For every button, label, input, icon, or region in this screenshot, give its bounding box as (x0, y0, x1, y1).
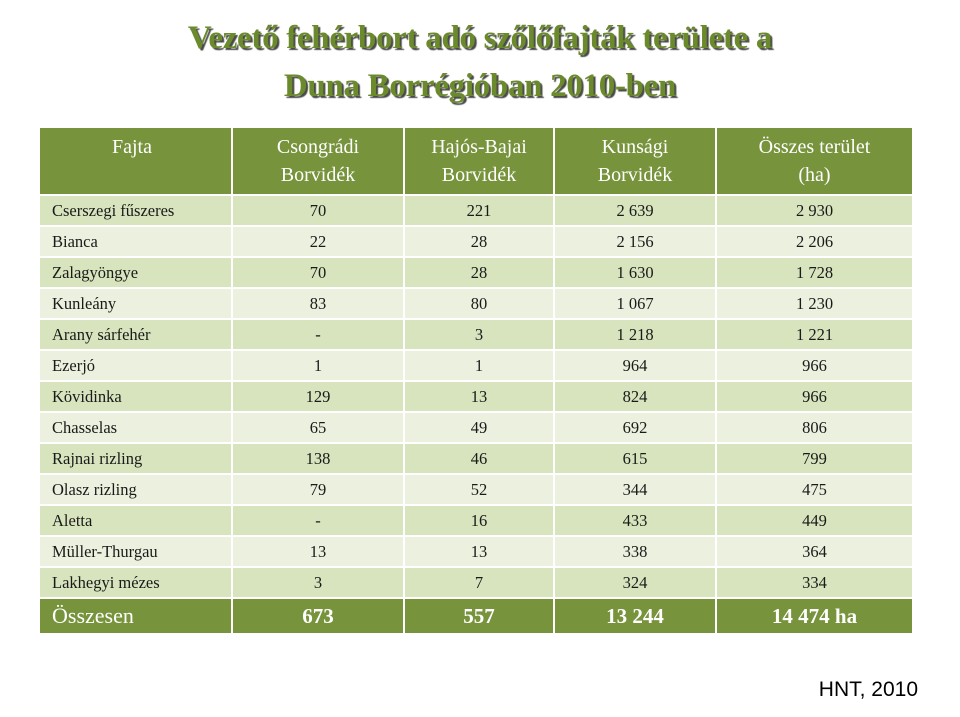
slide-title (0, 14, 960, 110)
total-csongradi: 673 (232, 598, 404, 634)
header-hajos-line1: Hajós-Bajai (431, 136, 527, 158)
osszes-value: 2 930 (716, 195, 913, 226)
variety-name: Arany sárfehér (39, 319, 232, 350)
hajos-bajai-value: 13 (404, 381, 554, 412)
table-body (39, 195, 913, 598)
header-hajos-bajai (404, 127, 554, 195)
header-kunsagi-line1: Kunsági (601, 136, 669, 158)
osszes-value: 1 221 (716, 319, 913, 350)
variety-name: Müller-Thurgau (39, 536, 232, 567)
table-row (39, 474, 913, 505)
csongradi-value: 70 (232, 257, 404, 288)
table-header-row (39, 127, 913, 195)
header-osszes-terulet (716, 127, 913, 195)
total-hajos-bajai: 557 (404, 598, 554, 634)
header-kunsagi (554, 127, 716, 195)
osszes-value: 799 (716, 443, 913, 474)
hajos-bajai-value: 221 (404, 195, 554, 226)
csongradi-value: 83 (232, 288, 404, 319)
kunsagi-value: 2 639 (554, 195, 716, 226)
hajos-bajai-value: 28 (404, 257, 554, 288)
kunsagi-value: 824 (554, 381, 716, 412)
osszes-value: 1 230 (716, 288, 913, 319)
osszes-value: 449 (716, 505, 913, 536)
kunsagi-value: 1 630 (554, 257, 716, 288)
hajos-bajai-value: 49 (404, 412, 554, 443)
hajos-bajai-value: 13 (404, 536, 554, 567)
header-osszes-line2: (ha) (798, 164, 831, 186)
variety-name: Kunleány (39, 288, 232, 319)
hajos-bajai-value: 52 (404, 474, 554, 505)
title-line-1: Vezető fehérbort adó szőlőfajták területe a (187, 20, 773, 56)
osszes-value: 475 (716, 474, 913, 505)
csongradi-value: - (232, 505, 404, 536)
kunsagi-value: 615 (554, 443, 716, 474)
table-row (39, 567, 913, 598)
osszes-value: 364 (716, 536, 913, 567)
variety-name: Zalagyöngye (39, 257, 232, 288)
title-line-2: Duna Borrégióban 2010-ben (283, 68, 677, 104)
hajos-bajai-value: 80 (404, 288, 554, 319)
kunsagi-value: 344 (554, 474, 716, 505)
table-row (39, 319, 913, 350)
csongradi-value: 79 (232, 474, 404, 505)
osszes-value: 966 (716, 350, 913, 381)
table-row (39, 443, 913, 474)
table-row (39, 505, 913, 536)
header-csongradi-line1: Csongrádi (276, 136, 360, 158)
table-row (39, 226, 913, 257)
variety-name: Lakhegyi mézes (39, 567, 232, 598)
table-row (39, 195, 913, 226)
table-row (39, 381, 913, 412)
kunsagi-value: 324 (554, 567, 716, 598)
table-row (39, 350, 913, 381)
table-row (39, 257, 913, 288)
variety-name: Ezerjó (39, 350, 232, 381)
kunsagi-value: 1 218 (554, 319, 716, 350)
kunsagi-value: 338 (554, 536, 716, 567)
hajos-bajai-value: 7 (404, 567, 554, 598)
csongradi-value: 65 (232, 412, 404, 443)
hajos-bajai-value: 1 (404, 350, 554, 381)
variety-name: Kövidinka (39, 381, 232, 412)
header-osszes-line1: Összes terület (758, 136, 871, 158)
osszes-value: 334 (716, 567, 913, 598)
grape-area-table (38, 126, 914, 635)
kunsagi-value: 1 067 (554, 288, 716, 319)
header-kunsagi-line2: Borvidék (597, 164, 673, 186)
header-hajos-line2: Borvidék (441, 164, 517, 186)
csongradi-value: 1 (232, 350, 404, 381)
header-csongradi-line2: Borvidék (280, 164, 356, 186)
csongradi-value: - (232, 319, 404, 350)
hajos-bajai-value: 46 (404, 443, 554, 474)
source-note: HNT, 2010 (818, 678, 918, 701)
variety-name: Chasselas (39, 412, 232, 443)
kunsagi-value: 964 (554, 350, 716, 381)
csongradi-value: 13 (232, 536, 404, 567)
variety-name: Aletta (39, 505, 232, 536)
csongradi-value: 3 (232, 567, 404, 598)
kunsagi-value: 692 (554, 412, 716, 443)
kunsagi-value: 433 (554, 505, 716, 536)
hajos-bajai-value: 16 (404, 505, 554, 536)
total-osszes: 14 474 ha (716, 598, 913, 634)
variety-name: Bianca (39, 226, 232, 257)
hajos-bajai-value: 28 (404, 226, 554, 257)
osszes-value: 1 728 (716, 257, 913, 288)
table-row (39, 412, 913, 443)
table-row (39, 288, 913, 319)
osszes-value: 806 (716, 412, 913, 443)
total-kunsagi: 13 244 (554, 598, 716, 634)
csongradi-value: 129 (232, 381, 404, 412)
header-csongradi (232, 127, 404, 195)
kunsagi-value: 2 156 (554, 226, 716, 257)
osszes-value: 966 (716, 381, 913, 412)
csongradi-value: 22 (232, 226, 404, 257)
variety-name: Rajnai rizling (39, 443, 232, 474)
osszes-value: 2 206 (716, 226, 913, 257)
table-row (39, 536, 913, 567)
csongradi-value: 70 (232, 195, 404, 226)
header-fajta: Fajta (39, 127, 232, 195)
hajos-bajai-value: 3 (404, 319, 554, 350)
csongradi-value: 138 (232, 443, 404, 474)
variety-name: Olasz rizling (39, 474, 232, 505)
total-label: Összesen (39, 598, 232, 634)
total-row (39, 598, 913, 634)
variety-name: Cserszegi fűszeres (39, 195, 232, 226)
